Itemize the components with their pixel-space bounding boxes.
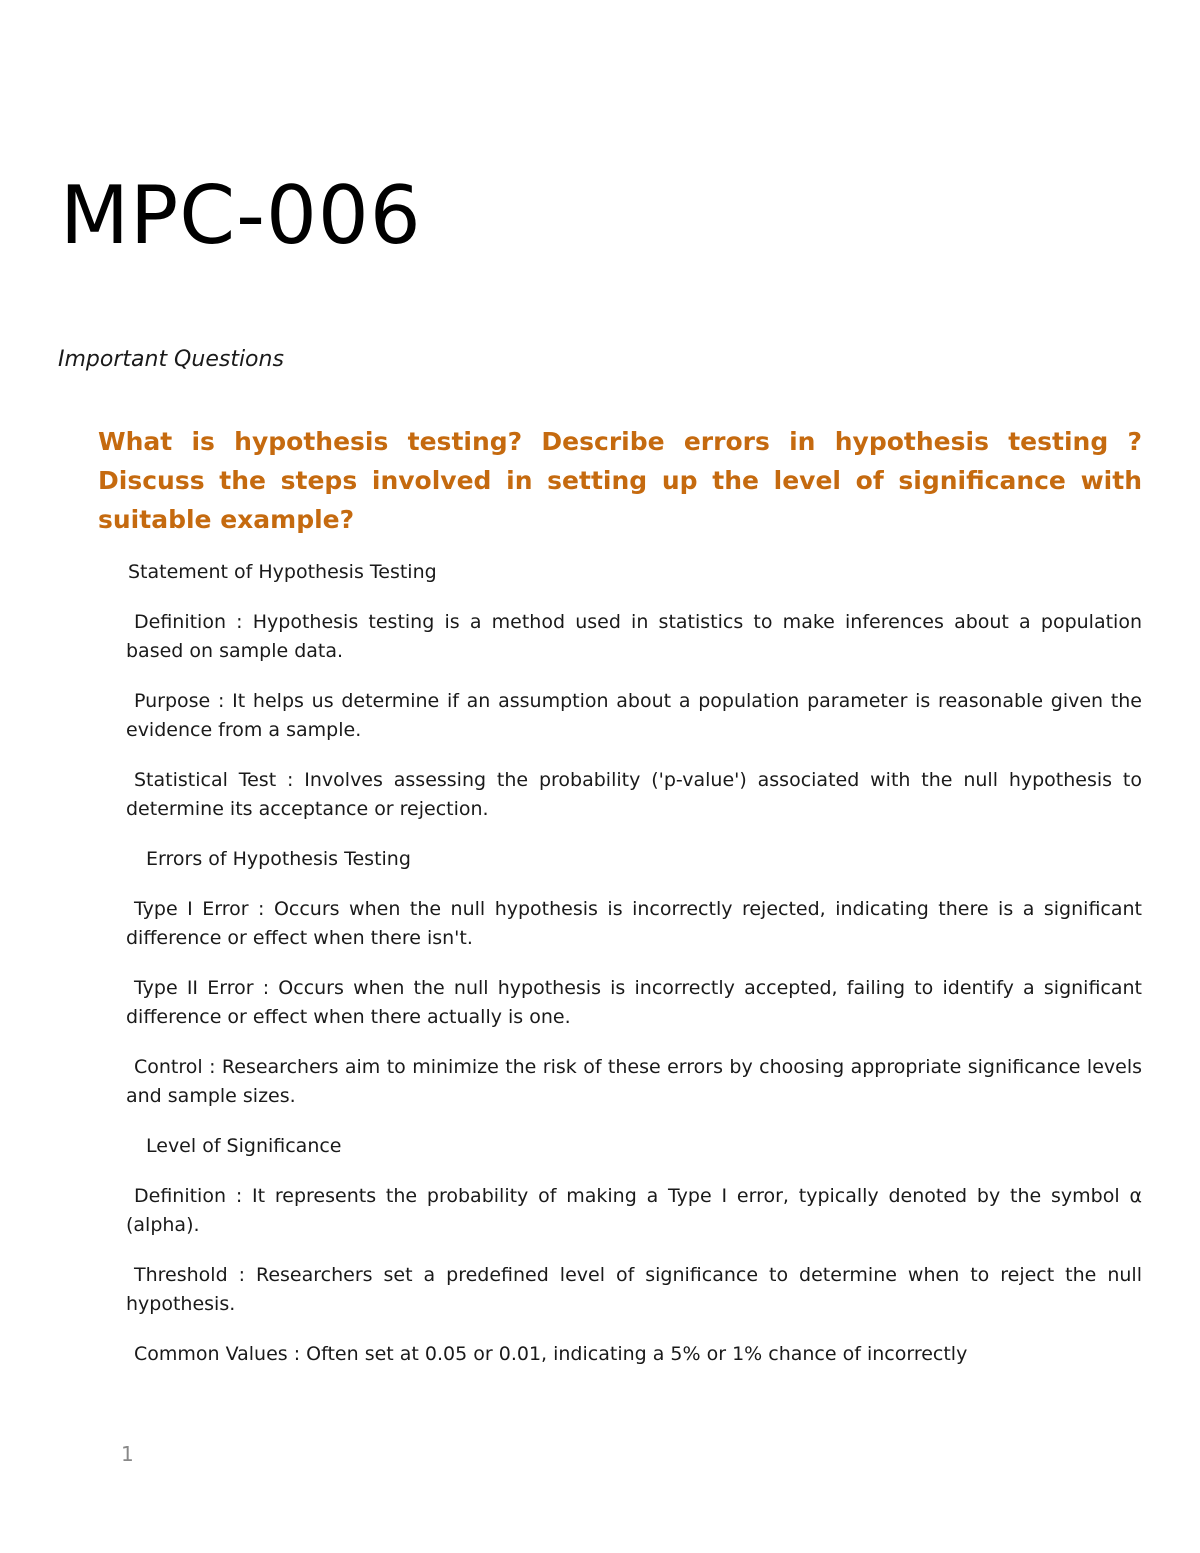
errors-control-item: Control : Researchers aim to minimize the risk of these errors by choosing appropriate significance levels and sample sizes. (126, 1056, 1142, 1107)
page-number: 1 (121, 1442, 134, 1466)
errors-type-one-item: Type I Error : Occurs when the null hypothesis is incorrectly rejected, indicating there is a significant difference or effect when there isn't. (126, 898, 1142, 949)
section-heading-statement: Statement of Hypothesis Testing (128, 561, 437, 583)
document-title: MPC-006 (60, 169, 422, 262)
significance-definition-item: Definition : It represents the probability of making a Type I error, typically denoted by the symbol α (alpha). (126, 1185, 1142, 1236)
section-heading-errors: Errors of Hypothesis Testing (146, 848, 411, 870)
errors-type-two-item: Type II Error : Occurs when the null hypothesis is incorrectly accepted, failing to identify a significant difference or effect when there actually is one. (126, 977, 1142, 1028)
significance-threshold-item: Threshold : Researchers set a predefined level of significance to determine when to reject the null hypothesis. (126, 1264, 1142, 1315)
section-heading-significance: Level of Significance (146, 1135, 342, 1157)
question-heading: What is hypothesis testing? Describe errors in hypothesis testing ? Discuss the steps involved in setting up the level of significance with suitable example? (98, 427, 1142, 534)
significance-common-values-item: Common Values : Often set at 0.05 or 0.01, indicating a 5% or 1% chance of incorrectly (134, 1343, 968, 1365)
statement-definition-item: Definition : Hypothesis testing is a method used in statistics to make inferences about a population based on sample data. (126, 611, 1142, 662)
statement-purpose-item: Purpose : It helps us determine if an assumption about a population parameter is reasonable given the evidence from a sample. (126, 690, 1142, 741)
answer-content (126, 558, 1142, 1369)
statement-statistical-test-item: Statistical Test : Involves assessing the probability ('p-value') associated with the null hypothesis to determine its acceptance or rejection. (126, 769, 1142, 820)
document-subtitle: Important Questions (58, 347, 284, 372)
